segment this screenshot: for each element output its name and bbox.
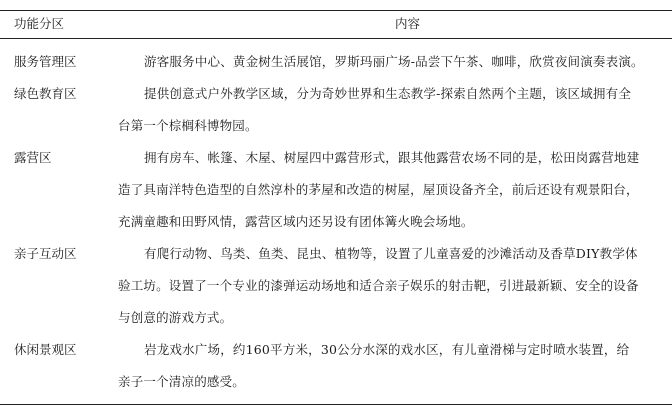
content-line: 台第一个棕榈科博物园。	[118, 118, 258, 133]
table-header-rule	[0, 38, 672, 39]
row-content	[118, 334, 668, 398]
content-line: 拥有房车、帐篷、木屋、树屋四中露营形式，跟其他露营农场不同的是，松田岗露营地建	[144, 150, 640, 165]
content-line: 游客服务中心、黄金树生活展馆，罗斯玛丽广场-品尝下午茶、咖啡，欣赏夜间演奏表演。	[144, 54, 644, 69]
content-line: 岩龙戏水广场，约160平方米，30公分水深的戏水区，有儿童滑梯与定时喷水装置，给	[144, 342, 630, 357]
table-top-rule	[0, 10, 672, 11]
table-bottom-rule	[0, 404, 672, 405]
row-content	[118, 46, 668, 78]
content-line: 提供创意式户外教学区域，分为奇妙世界和生态教学-探索自然两个主题，该区域拥有全	[144, 86, 632, 101]
row-category: 服务管理区	[14, 54, 77, 69]
header-category: 功能分区	[14, 16, 65, 31]
content-line: 充满童趣和田野风情，露营区域内还另设有团体篝火晚会场地。	[118, 214, 474, 229]
content-line: 验工坊。设置了一个专业的漆弹运动场地和适合亲子娱乐的射击靶，引进最新颖、安全的设备	[118, 278, 639, 293]
content-line: 造了具南洋特色造型的自然淳朴的茅屋和改造的树屋，屋顶设备齐全，前后还设有观景阳台，	[118, 182, 639, 197]
row-category: 亲子互动区	[14, 246, 77, 261]
content-line: 有爬行动物、鸟类、鱼类、昆虫、植物等，设置了儿童喜爱的沙滩活动及香草DIY教学体	[144, 246, 638, 261]
content-line: 与创意的游戏方式。	[118, 310, 233, 325]
row-content	[118, 78, 668, 142]
content-line: 亲子一个清凉的感受。	[118, 374, 246, 389]
row-category: 绿色教育区	[14, 86, 77, 101]
row-category: 露营区	[14, 150, 52, 165]
row-content	[118, 142, 668, 238]
row-category: 休闲景观区	[14, 342, 77, 357]
row-content	[118, 238, 668, 334]
header-content: 内容	[395, 16, 421, 31]
